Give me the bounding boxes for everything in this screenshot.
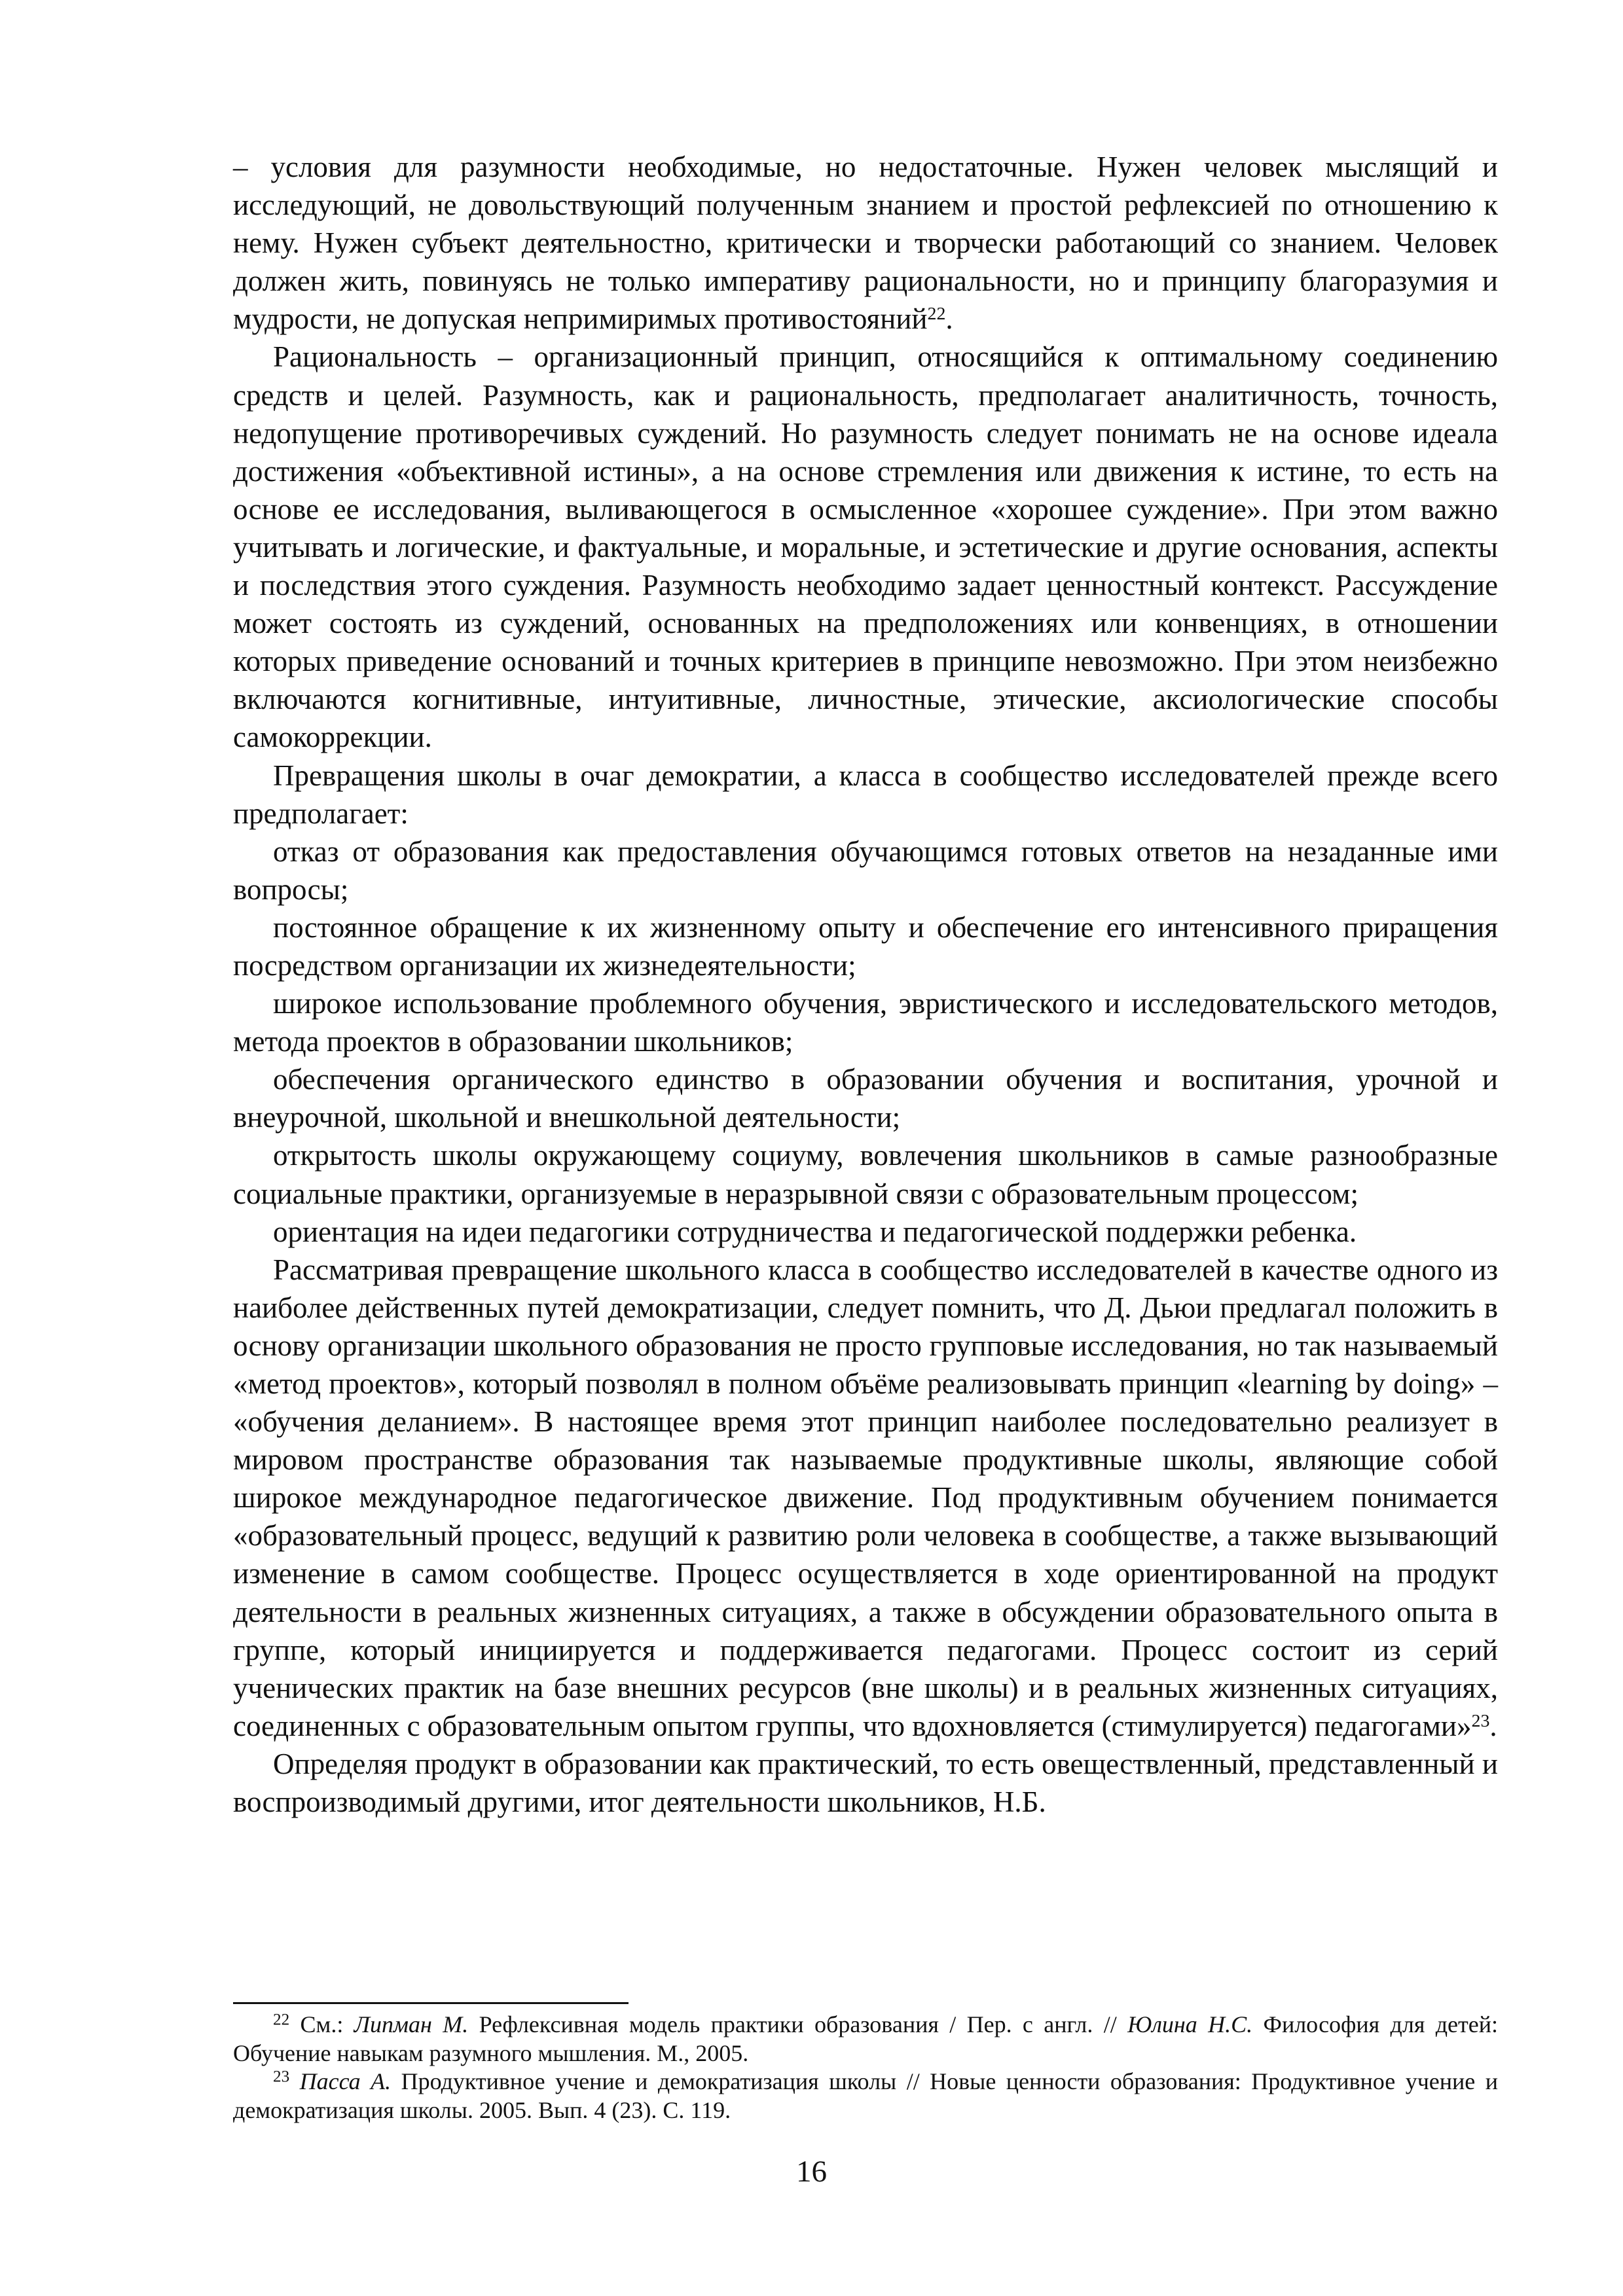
footnote-author: Липман М. [354,2011,469,2037]
list-item: открытость школы окружающему социуму, вовлечения школьников в самые разнообразные социальные практики, организуемые в неразрывной связи с образовательным процессом; [233,1139,1498,1210]
footnotes [233,2011,1498,2125]
page-number: 16 [796,2155,827,2189]
footnote-author: Пасса А. [299,2068,392,2094]
main-text [233,148,1498,1821]
paragraph: Рациональность – организационный принцип, относящийся к оптимальному соединению средств и целей. Разумность, как и рациональность, предполагает аналитичность, точность, недопущение противоречивых суждений. Но разумность следует понимать не на основе идеала достижения «объективной истины», а на основе стремления или движения к истине, то есть на основе ее исследования, выливающегося в осмысленное «хорошее суждение». При этом важно учитывать и логические, и фактуальные, и моральные, и эстетические и другие основания, аспекты и последствия этого суждения. Разумность необходимо задает ценностный контекст. Рассуждение может состоять из суждений, основанных на предположениях или конвенциях, в отношении которых приведение оснований и точных критериев в принципе невозможно. При этом неизбежно включаются когнитивные, интуитивные, личностные, этические, аксиологические способы самокоррекции. [233,340,1498,754]
paragraph: Превращения школы в очаг демократии, а класса в сообщество исследователей прежде всего предполагает: [233,759,1498,830]
paragraph: Определяя продукт в образовании как практический, то есть овеществленный, представленный и воспроизводимый другими, итог деятельности школьников, Н.Б. [233,1747,1498,1819]
footnote-author: Юлина Н.С. [1127,2011,1253,2037]
footnote: $^{23}$ Пасса А. Продуктивное учение и демократизация школы // Новые ценности образования: Продуктивное учение и демократизация школы. 2005. Вып. 4 (23). С. 119. [233,2068,1499,2123]
footnote-number: 23 [273,2068,290,2086]
list-item: ориентация на идеи педагогики сотрудничества и педагогической поддержки ребенка. [273,1215,1357,1248]
list-item: отказ от образования как предоставления обучающимся готовых ответов на незаданные ими вопросы; [233,834,1498,906]
list-item: широкое использование проблемного обучения, эвристического и исследовательского методов, метода проектов в образовании школьников; [233,987,1498,1058]
footnote: $^{22}$ См.: Липман М. Рефлексивная модель практики образования / Пер. с англ. // Юлина Н.С. Философия для детей: Обучение навыкам разумного мышления. М., 2005. [233,2011,1498,2066]
footnote-ref: 22 [927,304,946,325]
paragraph: – условия для разумности необходимые, но недостаточные. Нужен человек мыслящий и исследующий, не довольствующий полученным знанием и простой рефлексией по отношению к нему. Нужен субъект деятельностно, критически и творчески работающий со знанием. Человек должен жить, повинуясь не только императиву рациональности, но и принципу благоразумия и мудрости, не допуская непримиримых противостояний$^{22}$. [233,151,1498,336]
footnote-separator [233,2002,629,2004]
list-item: постоянное обращение к их жизненному опыту и обеспечение его интенсивного приращения посредством организации их жизнедеятельности; [233,910,1498,982]
paragraph: Рассматривая превращение школьного класса в сообщество исследователей в качестве одного из наиболее действенных путей демократизации, следует помнить, что Д. Дьюи предлагал положить в основу организации школьного образования не просто групповые исследования, но так называемый «метод проектов», который позволял в полном объёме реализовывать принцип «learning by doing» – «обучения деланием». В настоящее время этот принцип наиболее последовательно реализует в мировом пространстве образования так называемые продуктивные школы, являющие собой широкое международное педагогическое движение. Под продуктивным обучением понимается «образовательный процесс, ведущий к развитию роли человека в сообществе, а также вызывающий изменение в самом сообществе. Процесс осуществляется в ходе ориентированной на продукт деятельности в реальных жизненных ситуациях, а также в обсуждении образовательного опыта в группе, который инициируется и поддерживается педагогами. Процесс состоит из серий ученических практик на базе внешних ресурсов (вне школы) и в реальных жизненных ситуациях, соединенных с образовательным опытом группы, что вдохновляется (стимулируется) педагогами»$^{23}$. [233,1253,1498,1742]
list-item: обеспечения органического единство в образовании обучения и воспитания, урочной и внеурочной, школьной и внешкольной деятельности; [233,1063,1498,1134]
footnote-number: 22 [273,2011,290,2029]
footnote-ref: 23 [1471,1710,1490,1731]
